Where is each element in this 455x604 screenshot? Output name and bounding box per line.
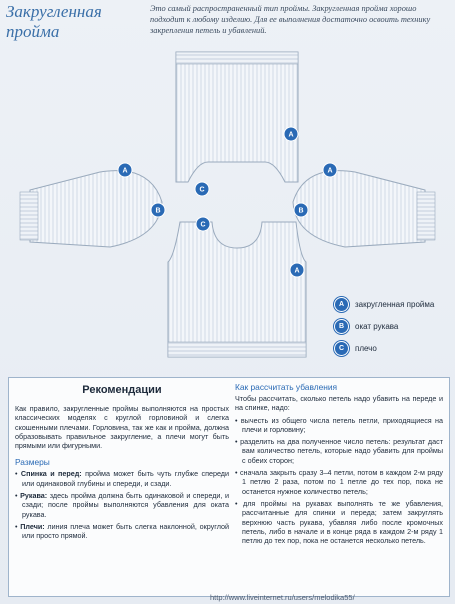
howto-step: • вычесть из общего числа петель петли, приходящиеся на плечи и горловину;	[235, 415, 443, 434]
source-url: http://www.liveinternet.ru/users/melodika55/	[210, 593, 355, 602]
legend-badge-b: B	[334, 319, 349, 334]
legend-text-c: плечо	[355, 343, 377, 353]
svg-text:B: B	[155, 207, 161, 215]
intro-text: Это самый распространенный тип проймы. Закругленная пройма хорошо подходит к любому изделию. Для ее выполнения достаточно освоить технику закрепления петель и убавлений.	[150, 4, 431, 35]
right-sleeve	[293, 171, 435, 247]
label-c-front	[196, 217, 210, 231]
label-a-back	[284, 127, 298, 141]
legend-badge-c: C	[334, 341, 349, 356]
label-a-right-sleeve	[323, 163, 337, 177]
label-a: A	[288, 131, 294, 139]
recommendations-intro: Как правило, закругленные проймы выполняются на простых классических моделях с круглой горловиной и слегка скошенными плечами. Горловина, так же как и пройма, должна образовывать правильное закругление, а плечи могут быть прямыми или фигурными.	[15, 404, 229, 451]
page-title	[6, 2, 146, 42]
label-b-right-sleeve	[294, 203, 308, 217]
label-c-back	[195, 182, 209, 196]
svg-text:C: C	[200, 221, 206, 229]
diagram-legend	[334, 296, 452, 362]
howto-step: • сначала закрыть сразу 3–4 петли, потом в каждом 2-м ряду 1 петлю 2 раза, потом по 1 петле до тех пор, пока не останется нужное количество петель;	[235, 468, 443, 496]
sizes-item-shoulders: • Плечи: линия плеча может быть слегка наклонной, округлой или просто прямой.	[15, 521, 229, 541]
title-line-1: Закругленная	[6, 2, 102, 21]
front-piece	[168, 222, 306, 357]
sizes-item-sleeves: • Рукава: здесь пройма должна быть одинаковой и спереди, и сзади; после проймы выполняются убавления для оката рукава.	[15, 491, 229, 519]
svg-text:B: B	[298, 207, 304, 215]
howto-intro: Чтобы рассчитать, сколько петель надо убавить на переде и на спинке, надо:	[235, 394, 443, 413]
svg-text:A: A	[122, 167, 128, 175]
svg-text:A: A	[327, 167, 333, 175]
label-a-left-sleeve	[118, 163, 132, 177]
sizes-item-body: • Спинка и перед: пройма может быть чуть глубже спереди или одинаковой глубины и спереди, и сзади.	[15, 469, 230, 488]
recommendations-title: Рекомендации	[82, 384, 162, 396]
legend-item-c	[334, 340, 452, 356]
svg-text:C: C	[199, 186, 205, 194]
howto-column	[235, 382, 443, 548]
label-b-left-sleeve	[151, 203, 165, 217]
howto-title: Как рассчитать убавления	[235, 382, 338, 392]
left-sleeve	[20, 171, 162, 247]
title-line-2: пройма	[6, 22, 60, 41]
recommendations-box	[8, 377, 450, 597]
legend-item-b	[334, 318, 452, 334]
legend-text-b: окат рукава	[355, 321, 399, 331]
legend-text-a: закругленная пройма	[355, 299, 435, 309]
legend-badge-a: A	[334, 297, 349, 312]
svg-text:A: A	[294, 267, 300, 275]
legend-item-a	[334, 296, 452, 312]
howto-step: • разделить на два полученное число петель: результат даст вам количество петель, которые надо убавить для проймы с обеих сторон;	[235, 437, 444, 465]
label-a-front	[290, 263, 304, 277]
howto-step: • для проймы на рукавах выполнять те же убавления, рассчитанные для спинки и переда; затем закруглять верхнюю часть рукава, убавляя либо после кромочных петель, либо в начале и в конце ряда в каждом 2-м ряду 1 петлю до тех пор, пока не останется несколько петель.	[235, 498, 443, 546]
back-piece	[176, 52, 298, 182]
sizes-title: Размеры	[15, 457, 50, 468]
recommendations-column	[15, 384, 229, 544]
